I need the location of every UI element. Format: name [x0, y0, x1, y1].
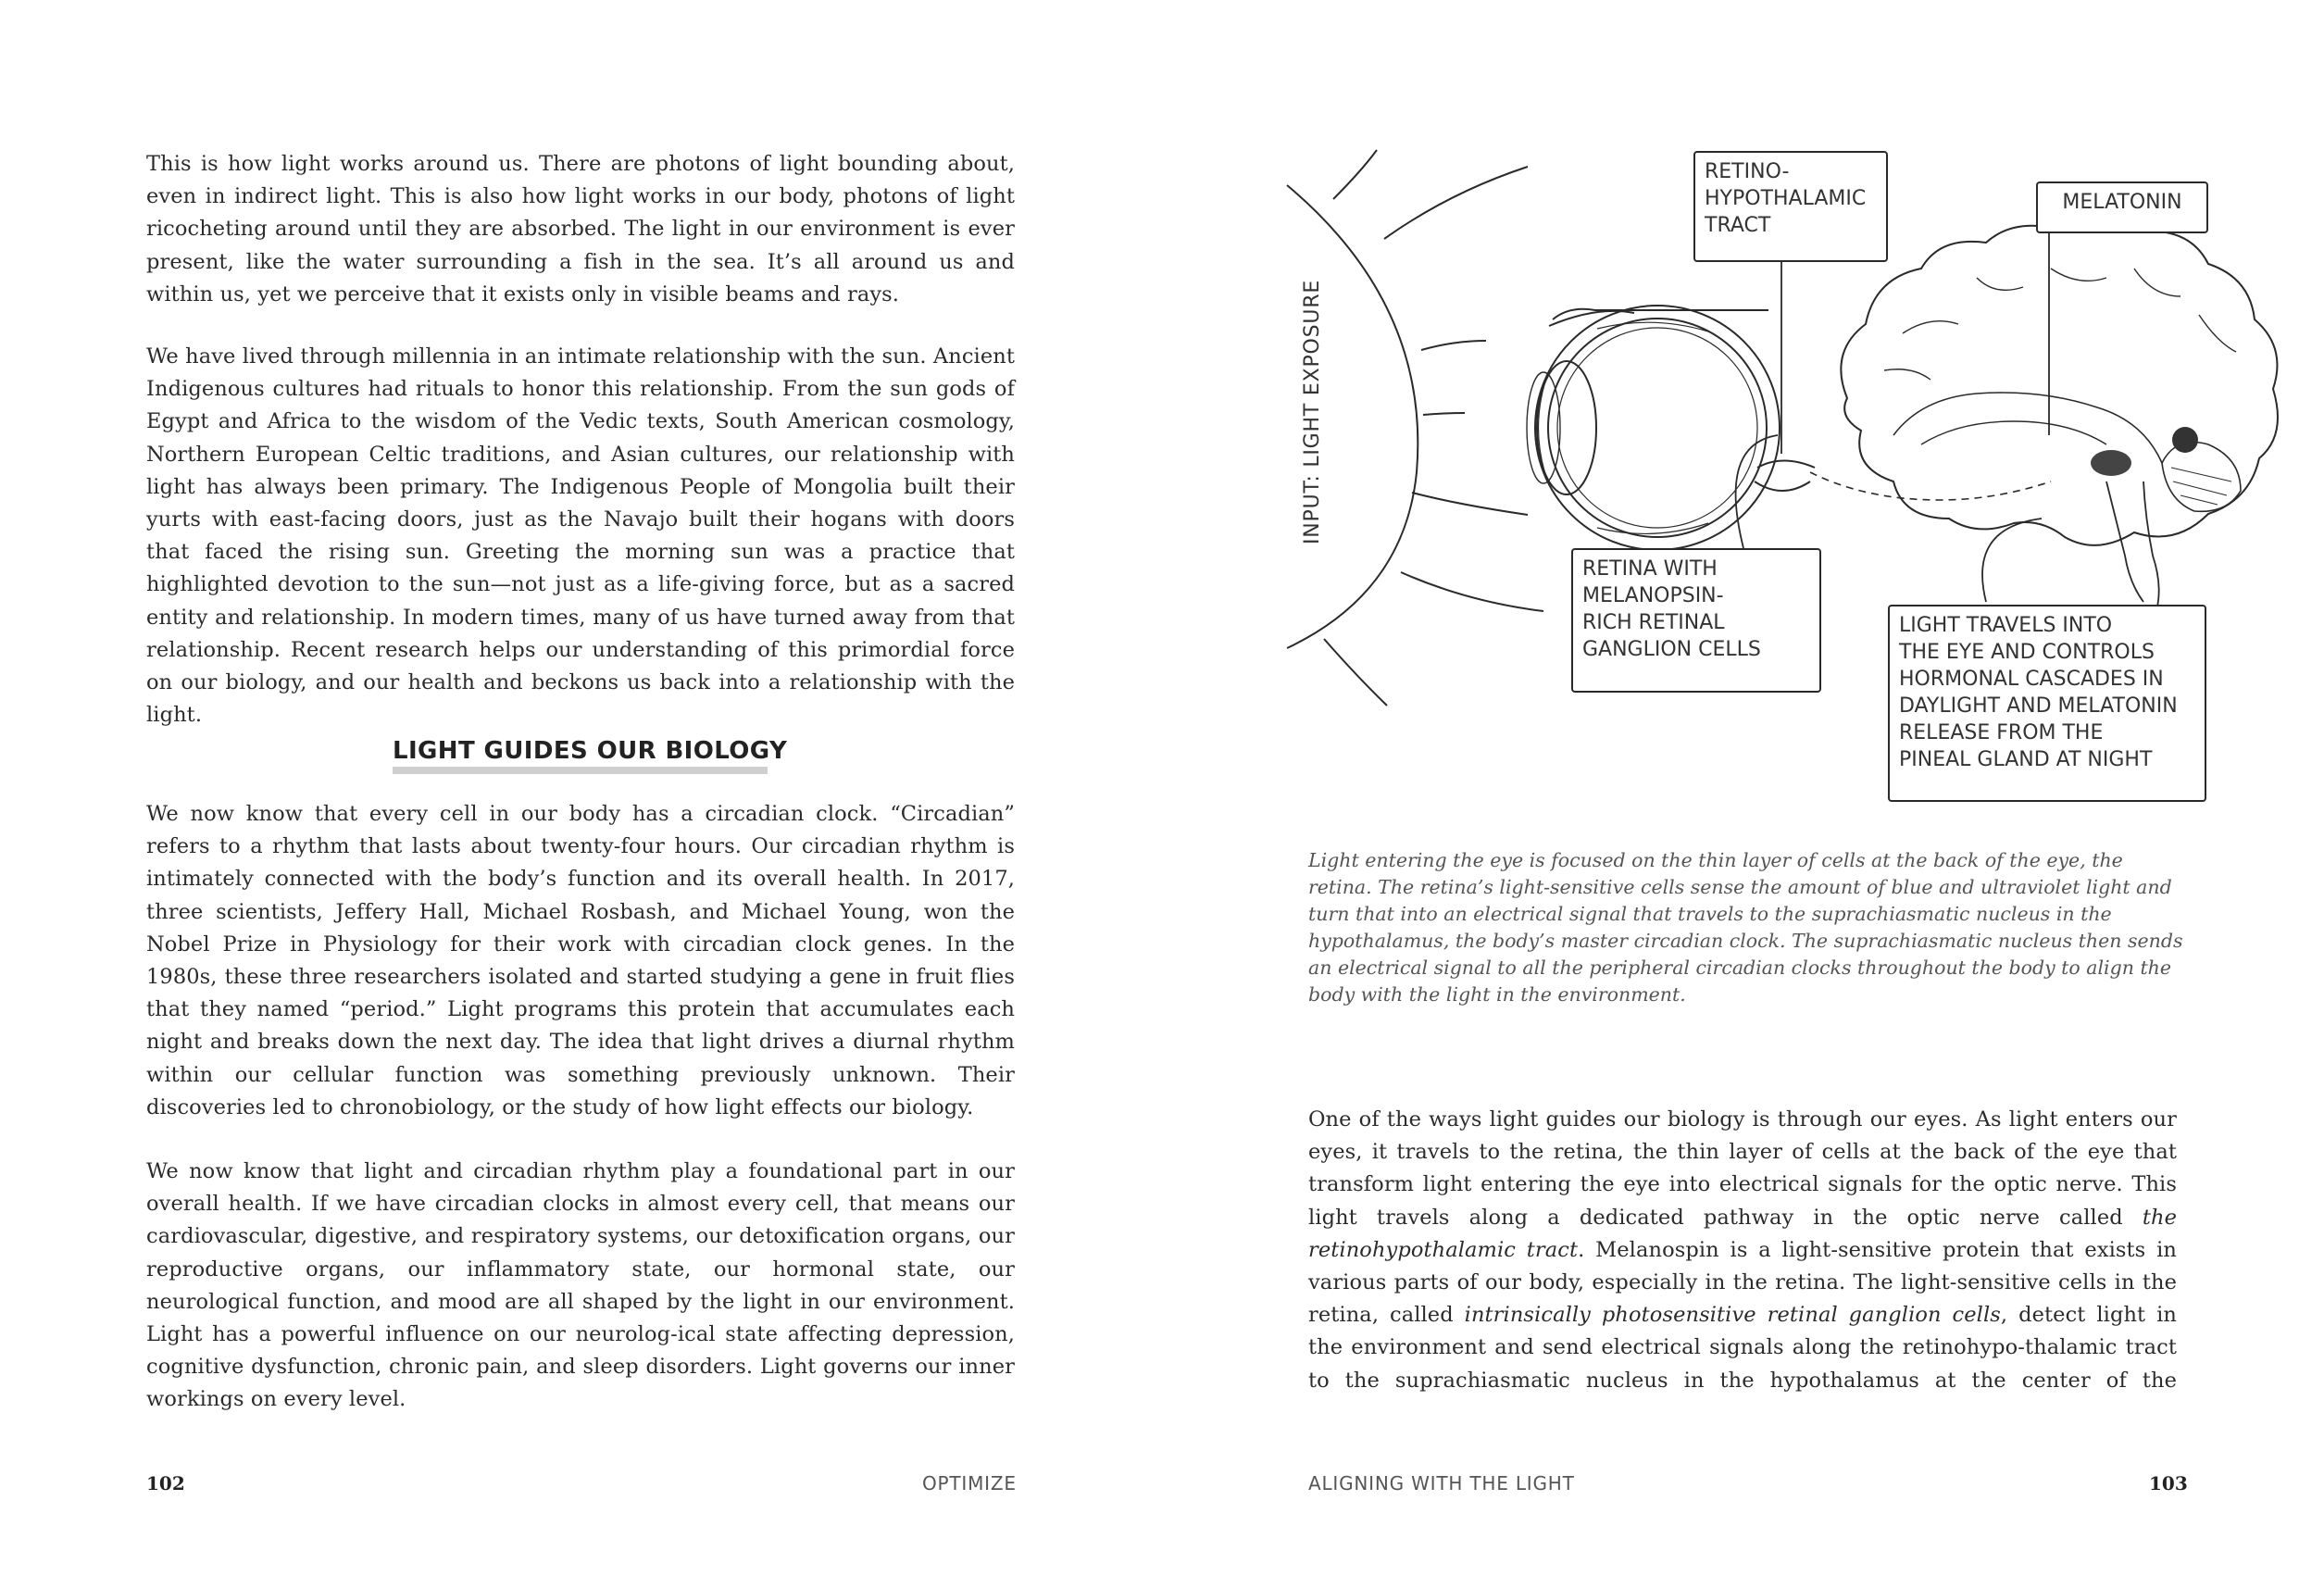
eye-icon	[1527, 306, 1815, 550]
figure-caption: Light entering the eye is focused on the thin layer of cells at the back of the eye, the retina. The retina’s light-sensitive cells sense the amount of blue and ultraviolet light and turn that into an electrical signal that travels to the suprachiasmatic nucleus in the hypothalamus, the body’s master circadian clock. The suprachiasmatic nucleus then sends an electrical signal to all the peripheral circadian clocks throughout the body to align the body with the light in the environment.	[1308, 849, 2183, 1006]
retinohypothalamic-tract-label: RETINO- HYPOTHALAMIC TRACT	[1693, 151, 1888, 262]
retina-label: RETINA WITH MELANOPSIN- RICH RETINAL GANGLION CELLS	[1571, 548, 1821, 693]
running-head: ALIGNING WITH THE LIGHT	[1308, 1472, 1575, 1494]
section-heading: LIGHT GUIDES OUR BIOLOGY	[393, 737, 788, 765]
page-number: 102	[146, 1472, 185, 1494]
label-connectors	[1736, 233, 2049, 602]
body-text-run: One of the ways light guides our biology is through our eyes. As light enters our eyes, it travels to the retina, the thin layer of cells at the back of the eye that transform light entering the eye into electrical signals for the optic nerve. This light travels along a dedicated pathway in the optic nerve called	[1308, 1107, 2177, 1230]
body-text-run: , detect light in the environment and send electrical signals along the retinohypo-thalamic tract to the suprachiasmatic nucleus in the hypothalamus at the center of the	[1308, 1303, 2178, 1393]
page-number: 103	[2149, 1472, 2188, 1494]
body-text-run: . Melanospin is a light-sensitive protein that exists in various parts of our body, especially in the retina. The light-sensitive cells in the retina, called	[1308, 1237, 2177, 1328]
melatonin-label: MELATONIN	[2036, 181, 2208, 233]
input-light-exposure-label: INPUT: LIGHT EXPOSURE	[1301, 279, 1324, 544]
brain-icon	[1841, 219, 2278, 606]
running-head: OPTIMIZE	[922, 1472, 1017, 1494]
body-text-italic: the retinohypothalamic tract	[1308, 1205, 2177, 1262]
body-paragraph: We have lived through millennia in an intimate relationship with the sun. Ancient Indigenous cultures had rituals to honor this relationship. From the sun gods of Egypt and Africa to the wisdom of the Vedic texts, South American cosmology, Northern European Celtic traditions, and Asian cultures, our relationship with light has always been primary. The Indigenous People of Mongolia built their yurts with east-facing doors, just as the Navajo built their hogans with doors that faced the rising sun. Greeting the morning sun was a practice that highlighted devotion to the sun—not just as a life-giving force, but as a sacred entity and relationship. In modern times, many of us have turned away from that relationship. Recent research helps our understanding of this primordial force on our biology, and our health and beckons us back into a relationship with the light.	[146, 344, 1015, 728]
body-paragraph: We now know that light and circadian rhythm play a foundational part in our overall health. If we have circadian clocks in almost every cell, that means our cardiovascular, digestive, and respiratory systems, our detoxification organs, our reproductive organs, our inflammatory state, our hormonal state, our neurological function, and mood are all shaped by the light in our environment. Light has a powerful influence on our neurolog-ical state affecting depression, cognitive dysfunction, chronic pain, and sleep disorders. Light governs our inner workings on every level.	[146, 1159, 1015, 1412]
heading-underline	[393, 767, 768, 774]
body-paragraph	[1308, 1104, 2177, 1397]
retinohypothalamic-pathway	[1810, 472, 2051, 500]
body-paragraph: We now know that every cell in our body has a circadian clock. “Circadian” refers to a rhythm that lasts about twenty-four hours. Our circadian rhythm is intimately connected with the body’s function and its overall health. In 2017, three scientists, Jeffery Hall, Michael Rosbash, and Michael Young, won the Nobel Prize in Physiology for their work with circadian clock genes. In the 1980s, these three researchers isolated and started studying a gene in fruit flies that they named “period.” Light programs this protein that accumulates each night and breaks down the next day. The idea that light drives a diurnal rhythm within our cellular function was something previously unknown. Their discoveries led to chronobiology, or the study of how light effects our biology.	[146, 802, 1015, 1119]
sun-rays-icon	[1324, 150, 1543, 706]
light-travels-label: LIGHT TRAVELS INTO THE EYE AND CONTROLS HORMONAL CASCADES IN DAYLIGHT AND MELATONIN RELEASE FROM THE PINEAL GLAND AT NIGHT	[1888, 605, 2206, 802]
body-text-italic: intrinsically photosensitive retinal ganglion cells	[1464, 1303, 2001, 1328]
body-paragraph: This is how light works around us. There are photons of light bounding about, even in indirect light. This is also how light works in our body, photons of light ricocheting around until they are absorbed. The light in our environment is ever present, like the water surrounding a fish in the sea. It’s all around us and within us, yet we perceive that it exists only in visible beams and rays.	[146, 152, 1015, 306]
right-page	[1162, 0, 2324, 1588]
